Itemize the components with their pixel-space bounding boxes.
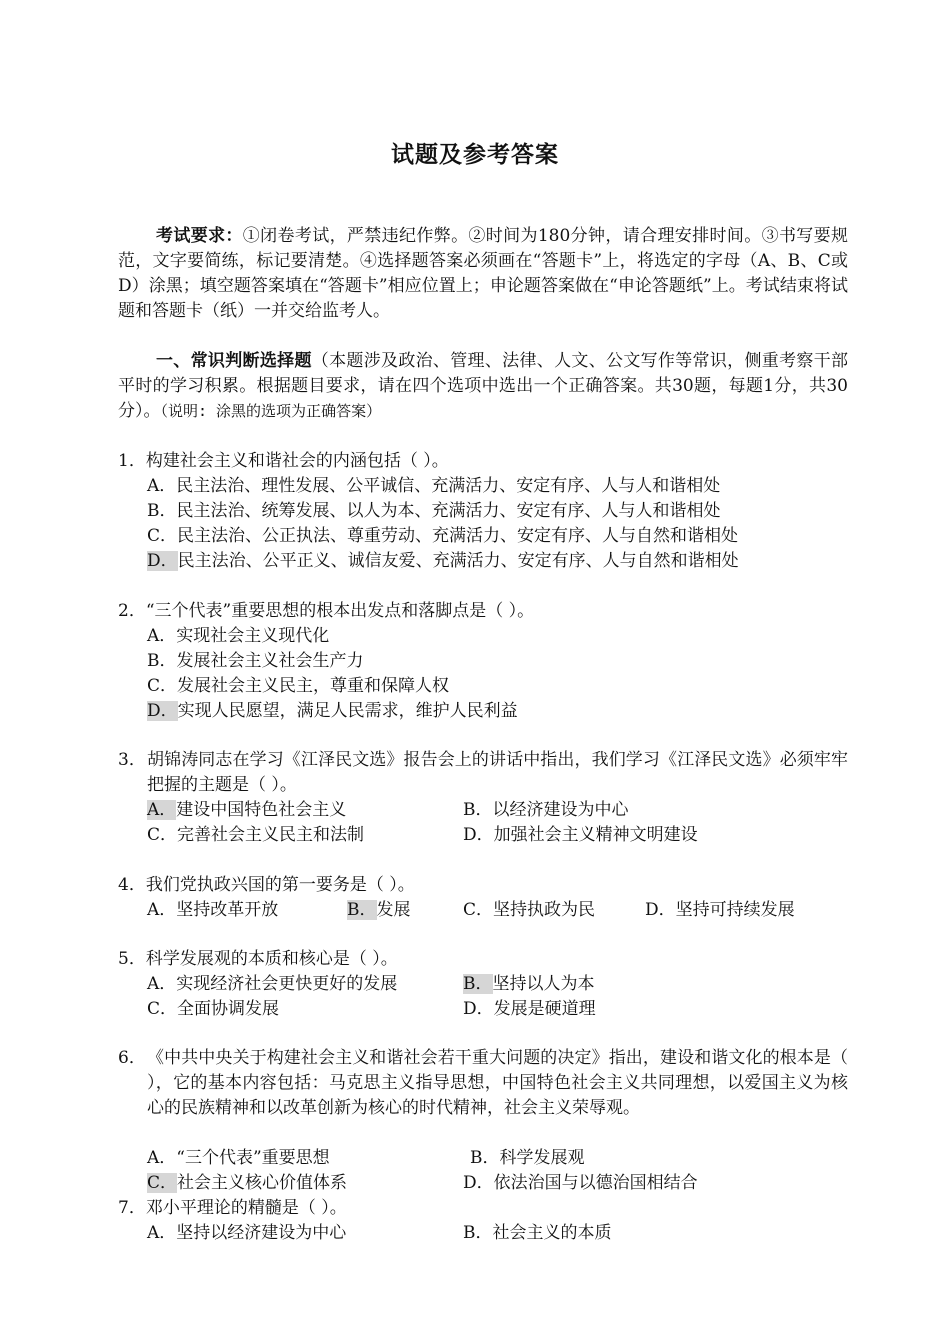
question-2-text: 2．“三个代表”重要思想的根本出发点和落脚点是（ ）。 — [118, 601, 535, 621]
question-7-option-a: A．坚持以经济建设为中心 — [147, 1223, 347, 1243]
question-4-option-d: D．坚持可持续发展 — [645, 900, 795, 920]
question-5-option-b: B．坚持以人为本 — [463, 974, 595, 994]
question-3-option-c: C．完善社会主义民主和法制 — [147, 825, 365, 845]
question-2-option-a: A．实现社会主义现代化 — [147, 626, 330, 646]
question-4-option-a: A．坚持改革开放 — [147, 900, 279, 920]
question-5-option-d: D．发展是硬道理 — [463, 999, 596, 1019]
question-4-text: 4．我们党执政兴国的第一要务是（ ）。 — [118, 875, 415, 895]
question-5-option-a: A．实现经济社会更快更好的发展 — [147, 974, 398, 994]
question-3-option-b: B．以经济建设为中心 — [463, 800, 629, 820]
question-3-option-a: A．建设中国特色社会主义 — [147, 800, 347, 820]
question-2-option-c: C．发展社会主义民主，尊重和保障人权 — [147, 676, 450, 696]
question-2-option-d: D．实现人民愿望，满足人民需求，维护人民利益 — [147, 701, 518, 721]
question-6-option-b: B．科学发展观 — [470, 1148, 585, 1168]
section-one-text: （本题涉及政治、管理、法律、人文、公文写作等常识，侧重考察干部平时的学习积累。根据题目要求，请在四个选项中选出一个正确答案。共30题，每题1分，共30分）。 — [118, 351, 849, 421]
answer-mark: B． — [463, 974, 493, 994]
question-4-option-c: C．坚持执政为民 — [463, 900, 596, 920]
answer-mark: B． — [347, 900, 377, 920]
answer-mark: C． — [147, 1173, 178, 1193]
question-2-option-b: B．发展社会主义社会生产力 — [147, 651, 364, 671]
question-5-option-c: C．全面协调发展 — [147, 999, 280, 1019]
question-6-text: 6． 《中共中央关于构建社会主义和谐社会若干重大问题的决定》指出，建设和谐文化的根本是（ ），它的基本内容包括：马克思主义指导思想，中国特色社会主义共同理想，以爱国主义为核心的民族精神和以改革创新为核心的时代精神，社会主义荣辱观。 — [118, 1048, 848, 1118]
exam-requirements-label: 考试要求： — [156, 226, 243, 246]
question-3-option-d: D．加强社会主义精神文明建设 — [463, 825, 698, 845]
question-1-text: 1．构建社会主义和谐社会的内涵包括（ ）。 — [118, 451, 449, 471]
question-6-option-d: D．依法治国与以德治国相结合 — [463, 1173, 698, 1193]
exam-requirements-text: ①闭卷考试，严禁违纪作弊。②时间为180分钟，请合理安排时间。③书写要规范，文字要简练，标记要清楚。④选择题答案必须画在“答题卡”上，将选定的字母（A、B、C或 D）涂黑；填空题答案填在“答题卡”相应位置上；申论题答案做在“申论答题纸”上。考试结束将试题和答题卡（纸）一并交给监考人。 — [118, 226, 849, 321]
answer-mark: D． — [147, 551, 178, 571]
question-1-option-a: A．民主法治、理性发展、公平诚信、充满活力、安定有序、人与人和谐相处 — [147, 476, 721, 496]
question-1-option-b: B．民主法治、统筹发展、以人为本、充满活力、安定有序、人与人和谐相处 — [147, 501, 721, 521]
page-title: 试题及参考答案 — [391, 142, 559, 168]
section-one-label: 一、常识判断选择题 — [156, 351, 312, 371]
question-6-option-c: C．社会主义核心价值体系 — [147, 1173, 348, 1193]
question-7-option-b: B．社会主义的本质 — [463, 1223, 612, 1243]
section-one-note: （说明: 涂黑的选项为正确答案） — [160, 402, 382, 420]
question-7-text: 7．邓小平理论的精髓是（ ）。 — [118, 1198, 347, 1218]
question-3-text: 3． 胡锦涛同志在学习《江泽民文选》报告会上的讲话中指出，我们学习《江泽民文选》必须牢牢把握的主题是（ ）。 — [118, 750, 848, 795]
exam-requirements — [118, 224, 848, 324]
question-4-option-b: B．发展 — [347, 900, 411, 920]
question-1-option-c: C．民主法治、公正执法、尊重劳动、充满活力、安定有序、人与自然和谐相处 — [147, 526, 739, 546]
question-6-option-a: A．“三个代表”重要思想 — [147, 1148, 330, 1168]
section-one-intro — [118, 349, 848, 424]
answer-mark: D． — [147, 701, 178, 721]
answer-mark: A． — [147, 800, 177, 820]
question-5-text: 5．科学发展观的本质和核心是（ ）。 — [118, 949, 398, 969]
question-1-option-d: D．民主法治、公平正义、诚信友爱、充满活力、安定有序、人与自然和谐相处 — [147, 551, 739, 571]
